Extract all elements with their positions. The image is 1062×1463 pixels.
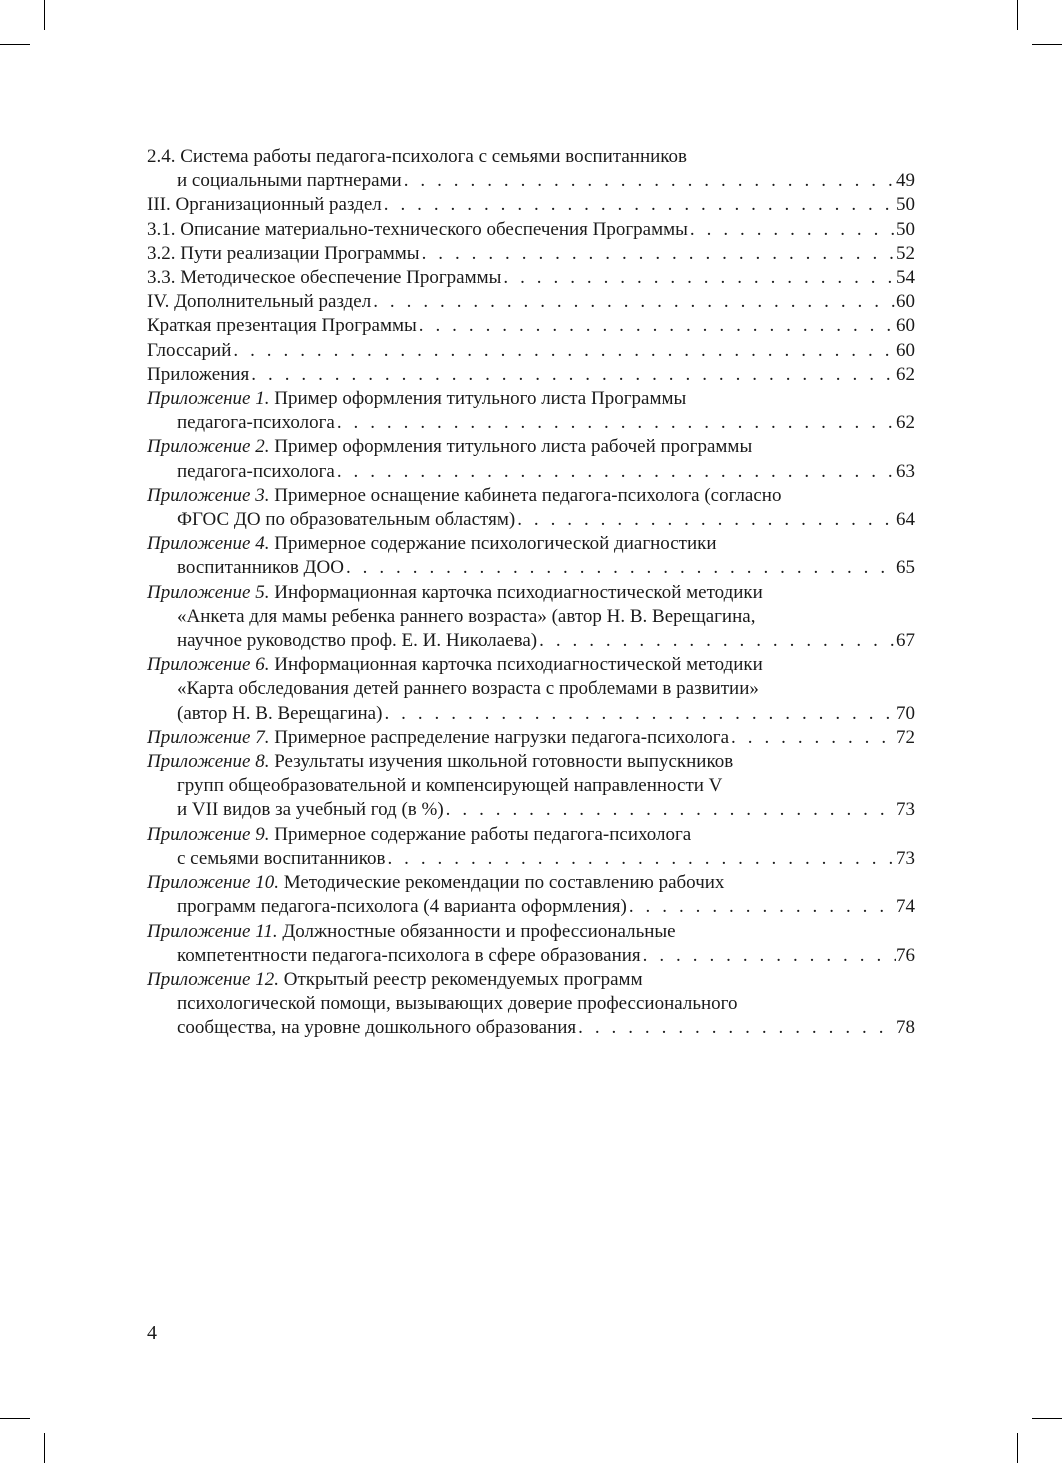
toc-page-number: 65 [896,557,915,579]
toc-entry-line [147,314,915,338]
toc-page-number: 78 [896,1017,915,1039]
toc-entry-title: IV. Дополнительный раздел [147,291,372,313]
toc-page-number: 63 [896,460,915,482]
table-of-contents [147,145,915,1041]
dot-leader [384,193,896,217]
toc-entry-title: и VII видов за учебный год (в %) [177,799,444,821]
toc-entry-title: (автор Н. В. Верещагина) [177,702,383,724]
toc-entry-appendix-label: Приложение 10. [147,872,279,894]
dot-leader [446,798,896,822]
dot-leader [346,556,896,580]
toc-page-number: 60 [896,339,915,361]
toc-entry[interactable] [147,290,915,314]
toc-entry-line [147,556,915,580]
toc-entry-line [147,992,915,1016]
toc-entry-line [147,193,915,217]
toc-entry-title: компетентности педагога-психолога в сфере образования [177,944,641,966]
toc-entry-line [147,726,915,750]
toc-entry-line [147,823,915,847]
toc-entry-line [147,871,915,895]
toc-page-number: 50 [896,218,915,240]
dot-leader [422,242,896,266]
toc-entry-line [147,339,915,363]
toc-entry[interactable] [147,266,915,290]
dot-leader [387,847,896,871]
toc-entry-line [147,387,915,411]
toc-entry-appendix-label: Приложение 2. [147,436,270,458]
toc-entry[interactable] [147,314,915,338]
toc-entry-appendix-label: Приложение 7. [147,726,270,748]
toc-page-number: 62 [896,363,915,385]
toc-entry-line [147,484,915,508]
toc-page-number: 60 [896,315,915,337]
toc-page-number: 49 [896,170,915,192]
toc-entry-title: Примерное содержание работы педагога-психолога [269,823,692,845]
toc-entry-title: психологической помощи, вызывающих доверие профессионального [177,993,738,1015]
toc-entry-line [147,968,915,992]
toc-entry-line [147,266,915,290]
dot-leader [233,339,896,363]
toc-entry-title: педагога-психолога [177,412,335,434]
toc-entry-title: с семьями воспитанников [177,847,386,869]
toc-page-number: 50 [896,194,915,216]
crop-mark [1017,0,1018,30]
toc-entry[interactable] [147,750,915,823]
toc-entry-title: сообщества, на уровне дошкольного образования [177,1017,577,1039]
toc-entry-title: Примерное содержание психологической диагностики [269,533,717,555]
toc-entry[interactable] [147,145,915,193]
toc-entry-appendix-label: Приложение 9. [147,823,270,845]
toc-entry-title: Примерное распределение нагрузки педагога-психолога [269,726,730,748]
toc-entry-title: Приложения [147,363,250,385]
toc-page-number: 62 [896,412,915,434]
dot-leader [337,411,896,435]
toc-entry-appendix-label: Приложение 6. [147,654,270,676]
dot-leader [404,169,896,193]
toc-entry-title: 2.4. Система работы педагога-психолога с семьями воспитанников [147,146,688,167]
toc-entry-line [147,169,915,193]
toc-entry-line [147,411,915,435]
toc-entry[interactable] [147,968,915,1041]
toc-entry-line [147,920,915,944]
page-number: 4 [147,1322,157,1344]
toc-entry-title: 3.3. Методическое обеспечение Программы [147,267,502,289]
dot-leader [503,266,896,290]
toc-entry-line [147,798,915,822]
toc-entry-line [147,750,915,774]
toc-entry-appendix-label: Приложение 12. [147,968,279,990]
toc-entry-line [147,702,915,726]
toc-entry-title: Пример оформления титульного листа рабочей программы [269,436,753,458]
toc-entry-line [147,944,915,968]
toc-entry-title: «Анкета для мамы ребенка раннего возраста» (автор Н. В. Верещагина, [177,605,756,627]
crop-mark [1032,44,1062,45]
toc-entry-appendix-label: Приложение 1. [147,388,270,410]
toc-entry-title: Должностные обязанности и профессиональные [277,920,676,942]
toc-entry-title: Краткая презентация Программы [147,315,417,337]
toc-entry-title: Информационная карточка психодиагностической методики [269,581,763,603]
dot-leader [578,1016,896,1040]
toc-page-number: 60 [896,291,915,313]
toc-entry-line [147,435,915,459]
toc-entry-line [147,145,915,169]
toc-entry-line [147,895,915,919]
dot-leader [731,726,896,750]
toc-entry-title: воспитанников ДОО [177,557,344,579]
toc-page-number: 76 [896,944,915,966]
toc-page-number: 73 [896,847,915,869]
dot-leader [337,460,896,484]
toc-entry-title: 3.2. Пути реализации Программы [147,242,420,264]
toc-page-number: 52 [896,242,915,264]
crop-mark [0,44,30,45]
toc-entry-line [147,581,915,605]
crop-mark [0,1418,30,1419]
toc-entry-line [147,605,915,629]
dot-leader [539,629,896,653]
toc-page-number: 64 [896,509,915,531]
toc-entry[interactable] [147,435,915,483]
toc-entry-title: ФГОС ДО по образовательным областям) [177,509,516,531]
toc-entry[interactable] [147,653,915,726]
toc-entry[interactable] [147,871,915,919]
toc-entry-line [147,508,915,532]
toc-entry[interactable] [147,218,915,242]
toc-entry-title: Результаты изучения школьной готовности выпускников [269,751,734,773]
toc-entry[interactable] [147,339,915,363]
toc-entry-appendix-label: Приложение 4. [147,533,270,555]
toc-page-number: 72 [896,726,915,748]
toc-entry-line [147,653,915,677]
toc-entry-line [147,532,915,556]
toc-entry[interactable] [147,581,915,654]
toc-entry-line [147,677,915,701]
toc-entry-appendix-label: Приложение 5. [147,581,270,603]
toc-entry-line [147,242,915,266]
toc-entry[interactable] [147,242,915,266]
toc-entry[interactable] [147,193,915,217]
toc-entry[interactable] [147,823,915,871]
toc-entry[interactable] [147,920,915,968]
toc-entry-appendix-label: Приложение 8. [147,751,270,773]
toc-entry-line [147,218,915,242]
toc-entry-appendix-label: Приложение 11. [147,920,278,942]
toc-entry[interactable] [147,387,915,435]
toc-entry-title: научное руководство проф. Е. И. Николаева) [177,630,538,652]
crop-mark [44,1433,45,1463]
toc-page-number: 70 [896,702,915,724]
toc-entry-line [147,363,915,387]
toc-entry-title: Глоссарий [147,339,232,361]
crop-mark [44,0,45,30]
toc-entry-title: Примерное оснащение кабинета педагога-психолога (согласно [269,484,782,506]
toc-entry-title: программ педагога-психолога (4 варианта оформления) [177,896,627,918]
toc-page-number: 67 [896,630,915,652]
toc-entry-title: педагога-психолога [177,460,335,482]
toc-entry-line [147,847,915,871]
toc-entry-title: групп общеобразовательной и компенсирующей направленности V [177,775,723,797]
toc-entry-title: Методические рекомендации по составлению рабочих [278,872,725,894]
toc-entry-line [147,629,915,653]
dot-leader [690,218,896,242]
dot-leader [629,895,896,919]
dot-leader [517,508,896,532]
dot-leader [384,702,896,726]
dot-leader [643,944,896,968]
toc-page-number: 73 [896,799,915,821]
toc-entry-title: Информационная карточка психодиагностической методики [269,654,763,676]
toc-entry-title: и социальными партнерами [177,170,402,192]
toc-page-number: 74 [896,896,915,918]
toc-page-number: 54 [896,267,915,289]
toc-entry-line [147,460,915,484]
toc-entry-title: 3.1. Описание материально-технического обеспечения Программы [147,218,688,240]
toc-entry[interactable] [147,484,915,532]
crop-mark [1017,1433,1018,1463]
toc-entry-appendix-label: Приложение 3. [147,484,270,506]
toc-entry-line [147,1016,915,1040]
toc-entry-title: III. Организационный раздел [147,194,382,216]
dot-leader [373,290,896,314]
dot-leader [251,363,896,387]
toc-entry-title: Открытый реестр рекомендуемых программ [278,968,643,990]
toc-entry-title: Пример оформления титульного листа Программы [269,388,687,410]
crop-mark [1032,1418,1062,1419]
toc-entry[interactable] [147,726,915,750]
dot-leader [419,314,896,338]
toc-entry[interactable] [147,363,915,387]
toc-entry[interactable] [147,532,915,580]
toc-entry-line [147,290,915,314]
toc-entry-title: «Карта обследования детей раннего возраста с проблемами в развитии» [177,678,759,700]
toc-entry-line [147,774,915,798]
